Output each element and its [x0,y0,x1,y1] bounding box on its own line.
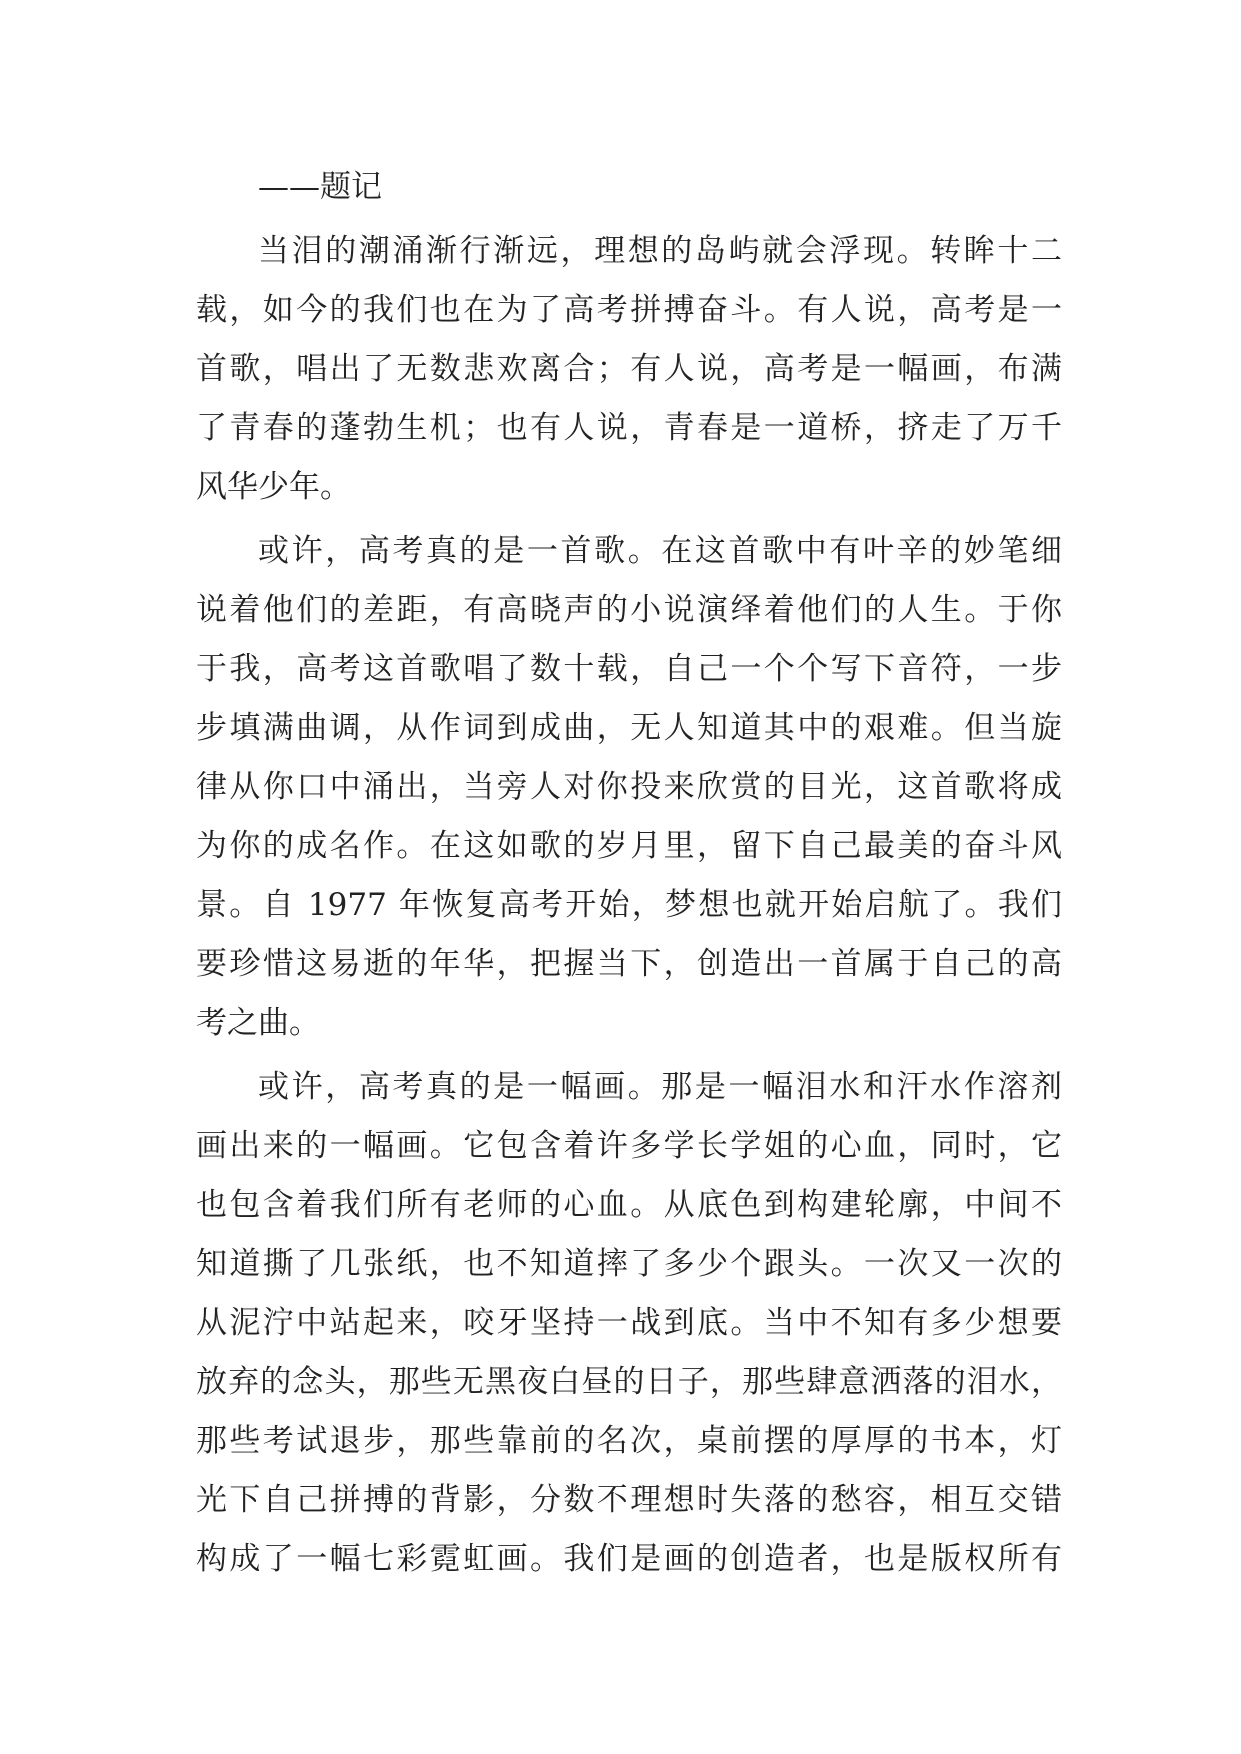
paragraph-line: 要珍惜这易逝的年华，把握当下，创造出一首属于自己的高 [196,946,1062,982]
paragraph-line: 画出来的一幅画。它包含着许多学长学姐的心血，同时，它 [196,1128,1062,1164]
paragraph-line: 也包含着我们所有老师的心血。从底色到构建轮廓，中间不 [196,1187,1062,1223]
paragraph-1 [196,222,1062,517]
paragraph-line: 光下自己拼搏的背影，分数不理想时失落的愁容，相互交错 [196,1482,1062,1518]
paragraph-line: 或许，高考真的是一幅画。那是一幅泪水和汗水作溶剂 [258,1069,1062,1105]
paragraph-line: 那些考试退步，那些靠前的名次，桌前摆的厚厚的书本，灯 [196,1423,1062,1459]
paragraph-line: 了青春的蓬勃生机；也有人说，青春是一道桥，挤走了万千 [196,410,1062,446]
paragraph-line: 说着他们的差距，有高晓声的小说演绎着他们的人生。于你 [196,592,1062,628]
paragraph-line: 于我，高考这首歌唱了数十载，自己一个个写下音符，一步 [196,651,1062,687]
paragraph-line: 律从你口中涌出，当旁人对你投来欣赏的目光，这首歌将成 [196,769,1062,805]
paragraph-3 [196,1058,1062,1589]
paragraph-line: 知道撕了几张纸，也不知道摔了多少个跟头。一次又一次的 [196,1246,1062,1282]
paragraph-line: 载，如今的我们也在为了高考拼搏奋斗。有人说，高考是一 [196,292,1062,328]
paragraph-line: 构成了一幅七彩霓虹画。我们是画的创造者，也是版权所有 [196,1541,1062,1577]
paragraph-line: 放弃的念头，那些无黑夜白昼的日子，那些肆意洒落的泪水， [196,1364,1062,1400]
paragraph-line: 当泪的潮涌渐行渐远，理想的岛屿就会浮现。转眸十二 [258,233,1062,269]
document-body [196,158,1062,1589]
paragraph-line: 步填满曲调，从作词到成曲，无人知道其中的艰难。但当旋 [196,710,1062,746]
paragraph-line: 景。自 1977 年恢复高考开始，梦想也就开始启航了。我们 [196,887,1062,923]
paragraph-line: 风华少年。 [196,469,351,505]
paragraph-line: 考之曲。 [196,1005,320,1041]
paragraph-2 [196,522,1062,1053]
paragraph-line: 或许，高考真的是一首歌。在这首歌中有叶辛的妙笔细 [258,533,1062,569]
epigraph-signature: ——题记 [258,169,382,205]
paragraph-line: 首歌，唱出了无数悲欢离合；有人说，高考是一幅画，布满 [196,351,1062,387]
paragraph-line: 从泥泞中站起来，咬牙坚持一战到底。当中不知有多少想要 [196,1305,1062,1341]
paragraph-line: 为你的成名作。在这如歌的岁月里，留下自己最美的奋斗风 [196,828,1062,864]
